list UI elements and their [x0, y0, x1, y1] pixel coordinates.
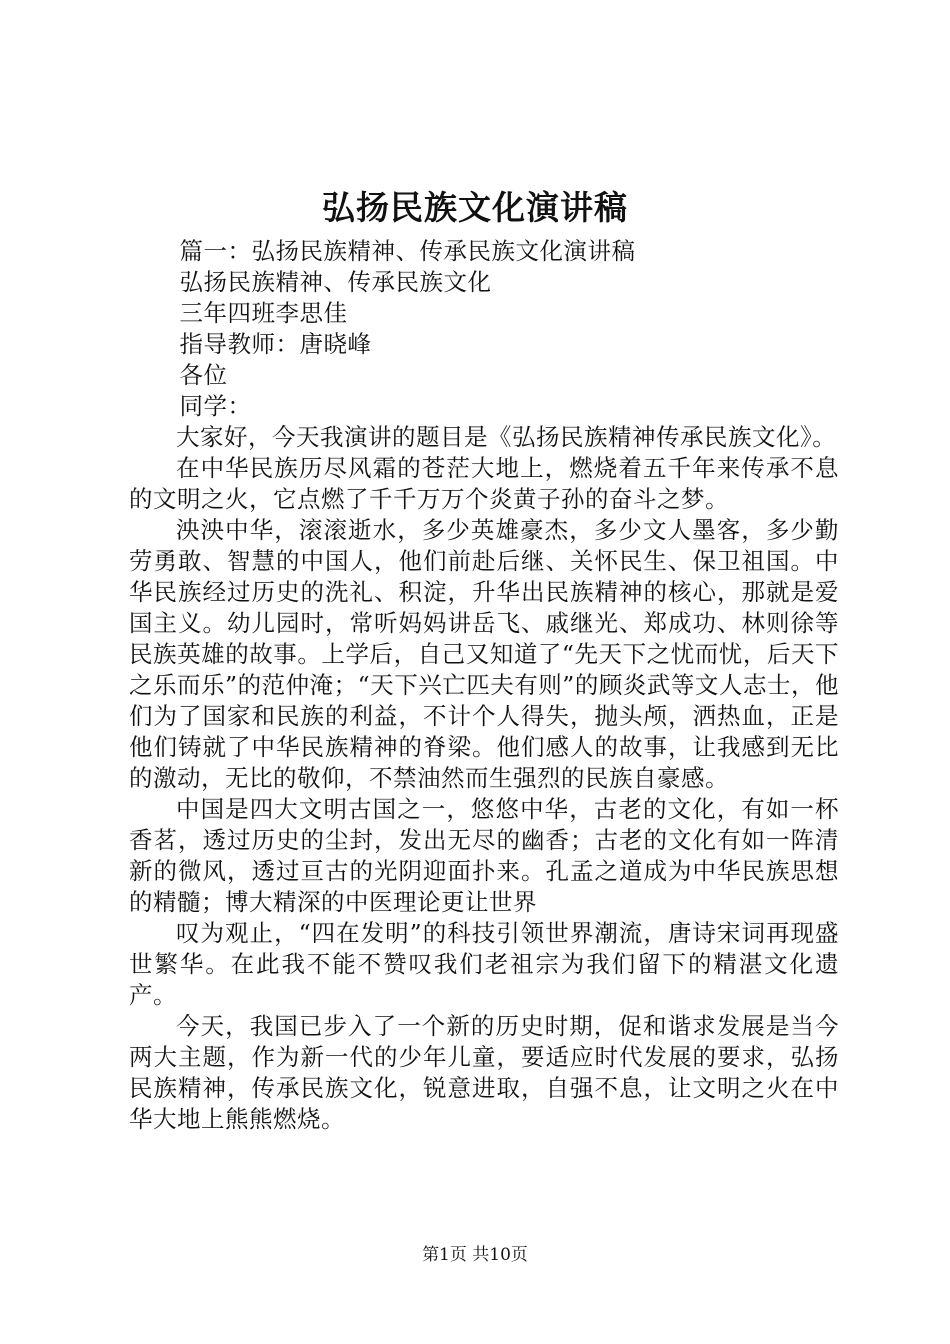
paragraph-body: 大家好，今天我演讲的题目是《弘扬民族精神传承民族文化》。 [176, 423, 837, 451]
paragraph-body: 泱泱中华，滚滚逝水，多少英雄豪杰，多少文人墨客，多少勤劳勇敢、智慧的中国人，他们前赴后继、关怀民生、保卫祖国。中华民族经过历史的洗礼、积淀，升华出民族精神的核心，那就是爱国主义。幼儿园时，常听妈妈讲岳飞、戚继光、郑成功、林则徐等民族英雄的故事。上学后，自己又知道了“先天下之忧而忧，后天下之乐而乐”的范仲淹；“天下兴亡匹夫有则”的顾炎武等文人志士，他们为了国家和民族的利益，不计个人得失，抛头颅，洒热血，正是他们铸就了中华民族精神的脊梁。他们感人的故事，让我感到无比的激动，无比的敬仰，不禁油然而生强烈的民族自豪感。 [129, 516, 839, 792]
paragraph-greeting-2: 同学： [179, 392, 252, 420]
document-title: 弘扬民族文化演讲稿 [322, 188, 628, 227]
paragraph-body: 今天，我国已步入了一个新的历史时期，促和谐求发展是当今两大主题，作为新一代的少年儿童，要适应时代发展的要求，弘扬民族精神，传承民族文化，锐意进取，自强不息，让文明之火在中华大地上熊熊燃烧。 [129, 1012, 839, 1133]
paragraph-section-heading: 篇一：弘扬民族精神、传承民族文化演讲稿 [179, 237, 636, 265]
paragraph-author: 三年四班李思佳 [179, 299, 348, 327]
document-body [129, 236, 839, 1135]
paragraph-speech-title: 弘扬民族精神、传承民族文化 [179, 268, 492, 296]
paragraph-body: 中国是四大文明古国之一，悠悠中华，古老的文化，有如一杯香茗，透过历史的尘封，发出无尽的幽香；古老的文化有如一阵清新的微风，透过亘古的光阴迎面扑来。孔孟之道成为中华民族思想的精髓；博大精深的中医理论更让世界 [129, 795, 839, 916]
paragraph-greeting-1: 各位 [179, 361, 228, 389]
paragraph-body: 在中华民族历尽风霜的苍茫大地上，燃烧着五千年来传承不息的文明之火，它点燃了千千万万个炎黄子孙的奋斗之梦。 [129, 454, 839, 513]
page-indicator: 第1页 共10页 [422, 1245, 528, 1265]
paragraph-teacher: 指导教师：唐晓峰 [179, 330, 372, 358]
paragraph-body: 叹为观止，“四在发明”的科技引领世界潮流，唐诗宋词再现盛世繁华。在此我不能不赞叹我们老祖宗为我们留下的精湛文化遗产。 [129, 919, 839, 1009]
